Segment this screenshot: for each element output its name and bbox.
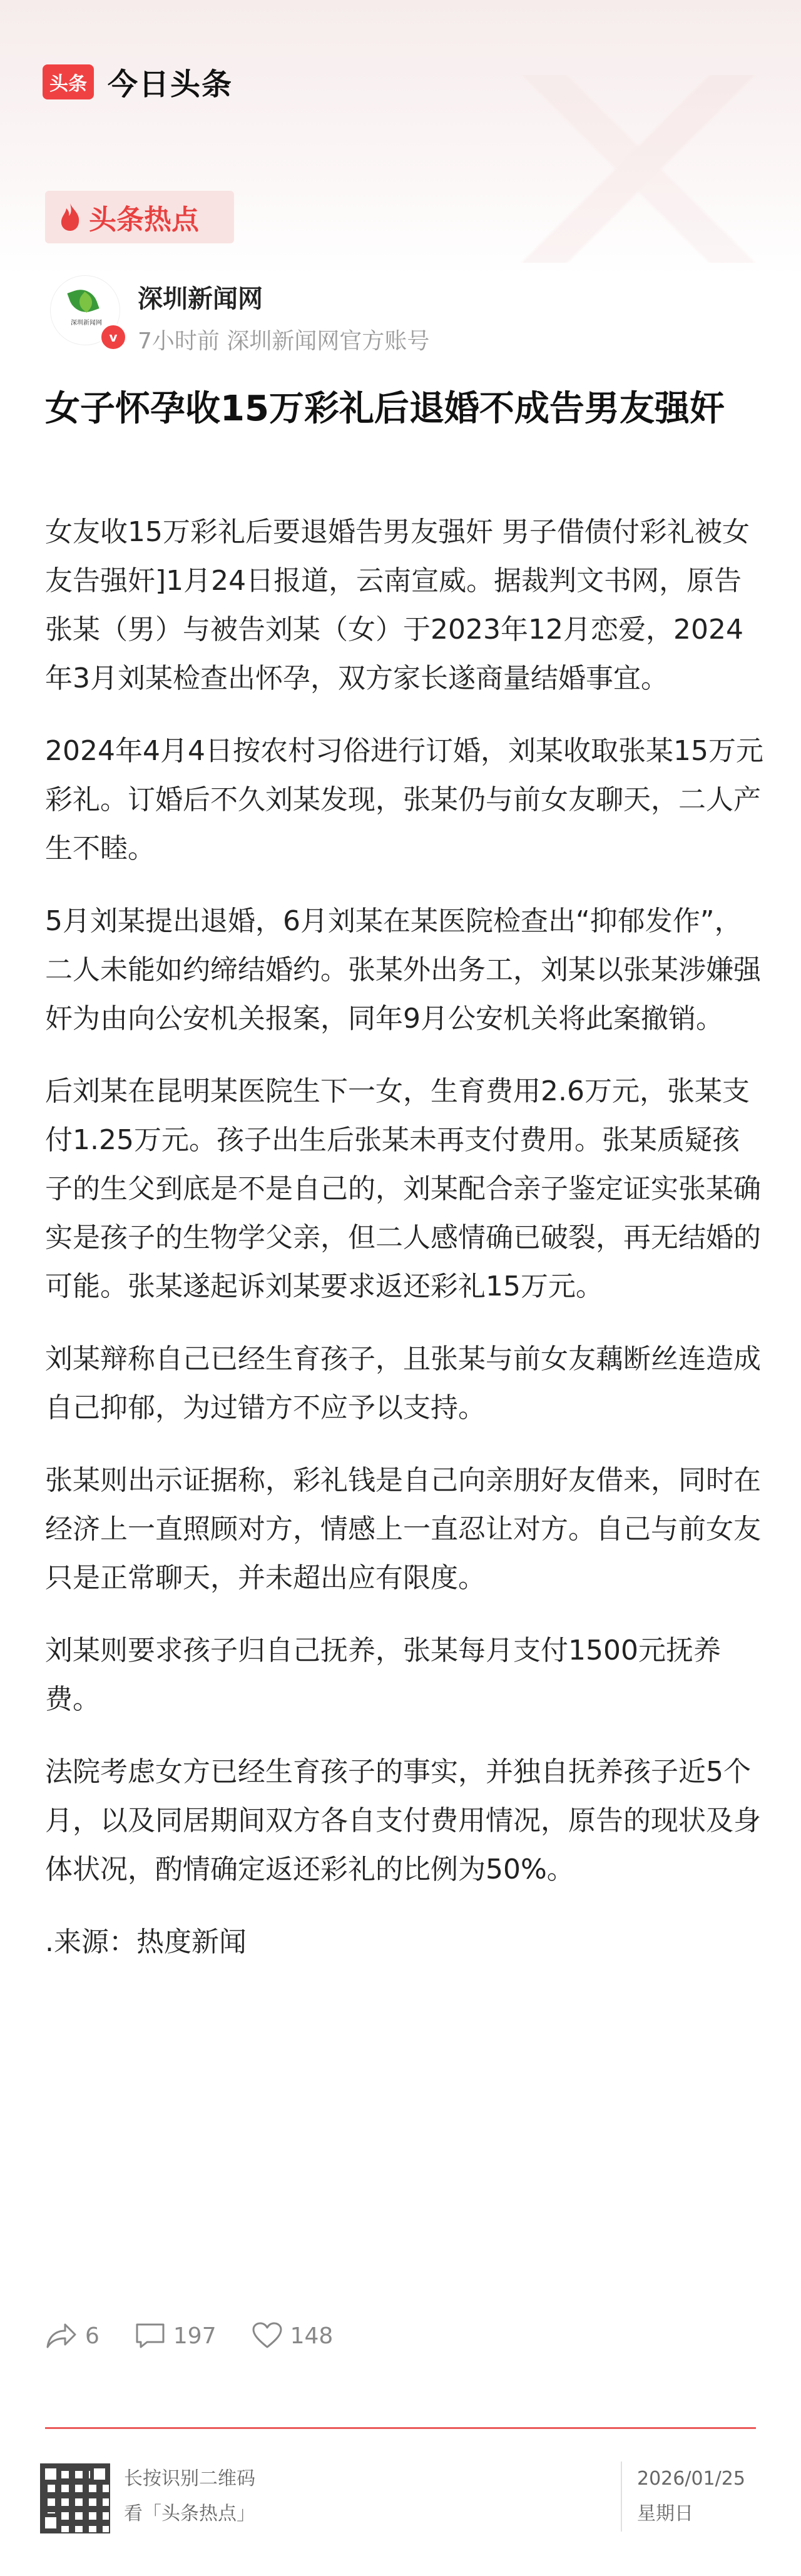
brand-header xyxy=(43,60,233,103)
header-decoration xyxy=(476,75,801,263)
article-paragraph: 张某则出示证据称，彩礼钱是自己向亲朋好友借来，同时在经济上一直照顾对方，情感上一直忍让对方。自己与前女友只是正常聊天，并未超出应有限度。 xyxy=(45,1464,761,1594)
qr-corner xyxy=(41,2513,60,2532)
article-source: .来源：热度新闻 xyxy=(45,1926,247,1958)
date-block xyxy=(637,2462,745,2532)
qr-corner xyxy=(90,2465,109,2483)
avatar[interactable] xyxy=(50,275,120,345)
author-meta: 7小时前 深圳新闻网官方账号 xyxy=(138,328,430,354)
qr-corner xyxy=(41,2465,60,2483)
article-paragraph: 法院考虑女方已经生育孩子的事实，并独自抚养孩子近5个月，以及同居期间双方各自支付费用情况，原告的现状及身体状况，酌情确定返还彩礼的比例为50%。 xyxy=(45,1756,761,1885)
article-body xyxy=(45,508,765,1990)
comment-button[interactable] xyxy=(135,2322,217,2350)
verified-badge-icon: v xyxy=(99,323,127,351)
share-count: 6 xyxy=(85,2323,99,2349)
qr-caption xyxy=(124,2462,255,2532)
qr-caption-line2: 看「头条热点」 xyxy=(124,2503,255,2525)
like-button[interactable] xyxy=(252,2322,334,2350)
action-bar xyxy=(45,2322,368,2350)
footer xyxy=(0,2429,801,2576)
share-button[interactable] xyxy=(45,2322,99,2350)
author-row[interactable] xyxy=(50,275,429,355)
article-paragraph: 女友收15万彩礼后要退婚告男友强奸 男子借债付彩礼被女友告强奸]1月24日报道，云南宣威。据裁判文书网，原告张某（男）与被告刘某（女）于2023年12月恋爱，2024年3月刘某检查出怀孕，双方家长遂商量结婚事宜。 xyxy=(45,516,750,694)
article-paragraph: 刘某则要求孩子归自己抚养，张某每月支付1500元抚养费。 xyxy=(45,1635,721,1715)
article-paragraph: 后刘某在昆明某医院生下一女，生育费用2.6万元，张某支付1.25万元。孩子出生后张某未再支付费用。张某质疑孩子的生父到底是不是自己的，刘某配合亲子鉴定证实张某确实是孩子的生物学父亲，但二人感情确已破裂，再无结婚的可能。张某遂起诉刘某要求返还彩礼15万元。 xyxy=(45,1075,761,1302)
avatar-caption: 深圳新闻网 xyxy=(71,320,102,327)
author-info xyxy=(138,275,429,355)
article-paragraph: 刘某辩称自己已经生育孩子，且张某与前女友藕断丝连造成自己抑郁，为过错方不应予以支持。 xyxy=(45,1343,761,1424)
hot-topic-tag[interactable] xyxy=(45,191,234,243)
footer-separator xyxy=(621,2462,622,2532)
article-title: 女子怀孕收15万彩礼后退婚不成告男友强奸 xyxy=(45,388,725,429)
flame-icon xyxy=(58,202,83,232)
toutiao-logo: 头条 xyxy=(43,64,94,99)
qr-code-icon[interactable] xyxy=(40,2463,110,2533)
heart-icon xyxy=(252,2322,283,2350)
app-name: 今日头条 xyxy=(108,67,233,102)
weekday-text: 星期日 xyxy=(637,2503,693,2525)
hot-topic-label: 头条热点 xyxy=(89,204,199,236)
like-count: 148 xyxy=(290,2323,334,2349)
date-text: 2026/01/25 xyxy=(637,2468,745,2490)
share-icon xyxy=(45,2322,78,2350)
qr-caption-line1: 长按识别二维码 xyxy=(124,2468,255,2490)
comment-count: 197 xyxy=(173,2323,217,2349)
author-name[interactable]: 深圳新闻网 xyxy=(138,285,263,313)
article-paragraph: 5月刘某提出退婚，6月刘某在某医院检查出“抑郁发作”，二人未能如约缔结婚约。张某外出务工，刘某以张某涉嫌强奸为由向公安机关报案，同年9月公安机关将此案撤销。 xyxy=(45,905,761,1035)
comment-icon xyxy=(135,2322,166,2350)
article-paragraph: 2024年4月4日按农村习俗进行订婚，刘某收取张某15万元彩礼。订婚后不久刘某发现，张某仍与前女友聊天，二人产生不睦。 xyxy=(45,735,763,865)
